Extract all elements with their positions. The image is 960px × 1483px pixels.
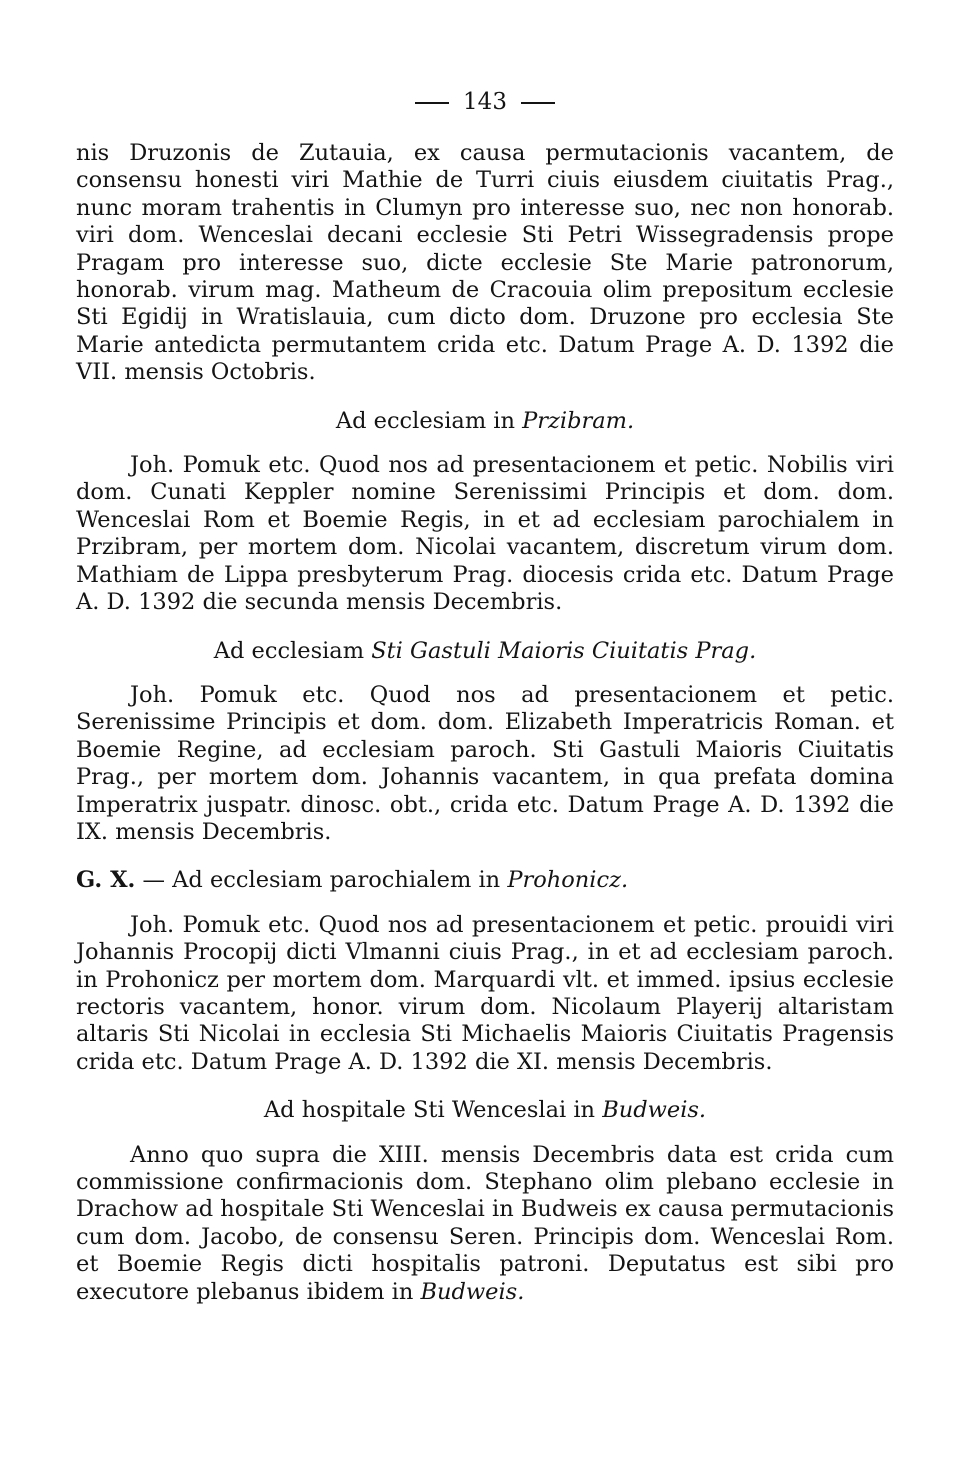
italic-text: Prohonicz. bbox=[507, 867, 629, 894]
text-run: Joh. Pomuk etc. Quod nos ad presentacionem et petic. prouidi viri Johannis Procopij dicti Vlmanni ciuis Prag., in et ad ecclesiam paroch. in Prohonicz per mortem dom. Marquardi vlt. et immed. ipsius ecclesie rectoris vacantem, honor. virum dom. Nicolaum Playerij altaristam altaris Sti Nicolai in ecclesia Sti Michaelis Maioris Ciuitatis Pragensis crida etc. Datum Prage A. D. 1392 die XI. mensis Decembris. bbox=[76, 911, 894, 1075]
italic-text: Sti Gastuli Maioris Ciuitatis Prag. bbox=[371, 637, 757, 664]
italic-text: Budweis. bbox=[420, 1278, 525, 1305]
text-run: nis Druzonis de Zutauia, ex causa permutacionis vacantem, de consensu honesti viri Mathie de Turri ciuis eiusdem ciuitatis Prag., nunc moram trahentis in Clumyn pro interesse suo, nec non honorab. viri dom. Wenceslai decani ecclesie Sti Petri Wissegradensis prope Pragam pro interesse suo, dicte ecclesie Ste Marie patronorum, honorab. virum mag. Matheum de Cracouia olim prepositum ecclesie Sti Egidij in Wratislauia, cum dicto dom. Druzone pro ecclesia Ste Marie antedicta permutantem crida etc. Datum Prage A. D. 1392 die VII. mensis Octobris. bbox=[76, 140, 894, 386]
italic-text: Przibram. bbox=[522, 407, 635, 434]
paragraph bbox=[76, 1142, 894, 1306]
text-run: Anno quo supra die XIII. mensis Decembris data est crida cum commissione confirmacionis dom. Stephano olim plebano ecclesie in Drachow ad hospitale Sti Wenceslai in Budweis ex causa permutacionis cum dom. Jacobo, de consensu Seren. Principis dom. Wenceslai Rom. et Boemie Regis dicti hospitalis patroni. Deputatus est sibi pro executore plebanus ibidem in bbox=[76, 1141, 894, 1305]
text-run: Joh. Pomuk etc. Quod nos ad presentacionem et petic. Serenissime Principis et dom. dom. Elizabeth Imperatricis Roman. et Boemie Regine, ad ecclesiam paroch. Sti Gastuli Maioris Ciuitatis Prag., per mortem dom. Johannis vacantem, in qua prefata domina Imperatrix juspatr. dinosc. obt., crida etc. Datum Prage A. D. 1392 die IX. mensis Decembris. bbox=[76, 681, 894, 845]
section-heading bbox=[76, 1097, 894, 1124]
paragraph bbox=[76, 140, 894, 387]
page-number-dash-right bbox=[521, 102, 555, 104]
section-heading bbox=[76, 867, 894, 894]
text-run: — Ad ecclesiam parochialem in bbox=[135, 867, 508, 894]
page-number-row bbox=[76, 78, 894, 126]
paragraph bbox=[76, 912, 894, 1076]
italic-text: Budweis. bbox=[602, 1097, 707, 1124]
text-run: Ad ecclesiam in bbox=[335, 407, 523, 434]
bold-text: G. X. bbox=[76, 867, 136, 894]
document-body bbox=[76, 140, 894, 1306]
section-heading bbox=[76, 408, 894, 435]
text-run: Joh. Pomuk etc. Quod nos ad presentacionem et petic. Nobilis viri dom. Cunati Keppler nomine Serenissimi Principis et dom. dom. Wenceslai Rom et Boemie Regis, in et ad ecclesiam parochialem in Przibram, per mortem dom. Nicolai vacantem, discretum virum dom. Mathiam de Lippa presbyterum Prag. diocesis crida etc. Datum Prage A. D. 1392 die secunda mensis Decembris. bbox=[76, 452, 894, 616]
paragraph bbox=[76, 452, 894, 616]
page-number-dash-left bbox=[415, 102, 449, 104]
text-run: Ad ecclesiam bbox=[213, 637, 372, 664]
page-number: 143 bbox=[463, 89, 507, 115]
section-heading bbox=[76, 638, 894, 665]
paragraph bbox=[76, 682, 894, 846]
text-run: Ad hospitale Sti Wenceslai in bbox=[263, 1097, 603, 1124]
document-page bbox=[76, 78, 894, 1306]
